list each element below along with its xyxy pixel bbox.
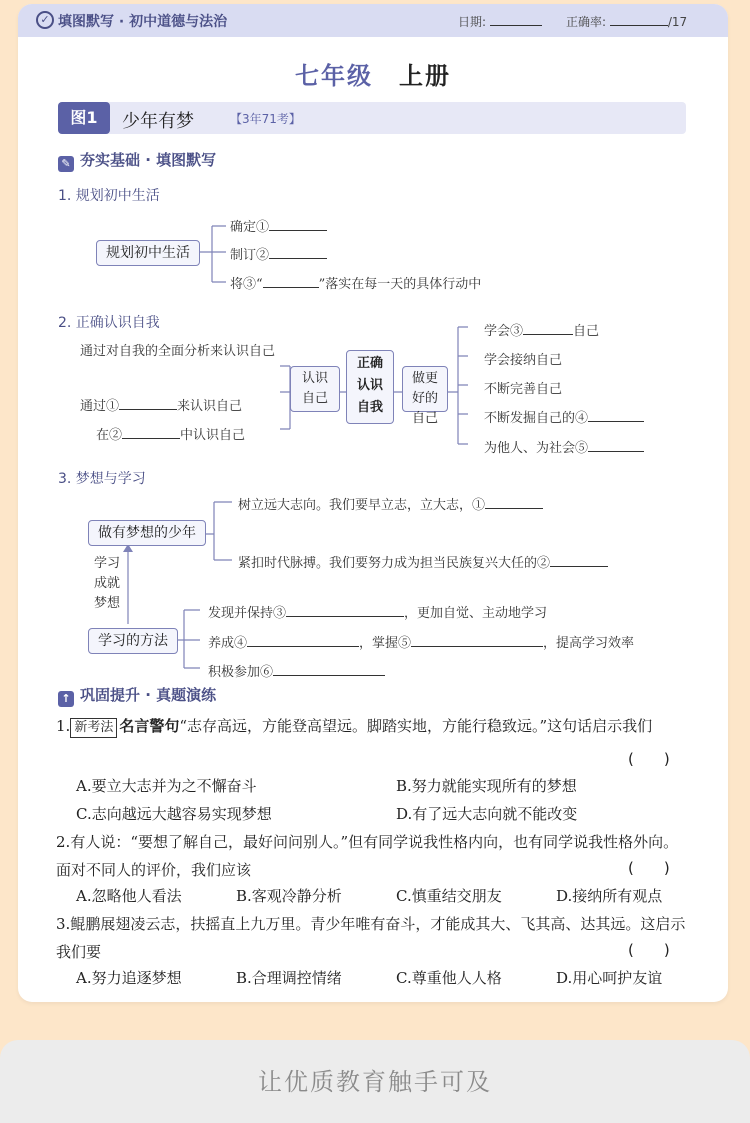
question-1-option-d[interactable]: D.有了远大志向就不能改变 <box>396 805 578 823</box>
question-3-option-b[interactable]: B.合理调控情绪 <box>236 969 342 987</box>
question-3-stem: 3.鲲鹏展翅凌云志，扶摇直上九万里。青少年唯有奋斗，才能成其大、飞其高、达其远。这启示我们要 <box>56 915 686 961</box>
figure-bar <box>58 102 686 134</box>
section-practice-heading <box>58 684 216 707</box>
accuracy-label: 正确率: <box>566 15 607 29</box>
topic1-item-3: 将③“ ”落实在每一天的具体行动中 <box>230 277 482 292</box>
header-bar <box>18 4 728 37</box>
date-label: 日期: <box>458 15 487 29</box>
topic2-left-1: 通过对自我的全面分析来认识自己 <box>80 344 276 359</box>
quote-tag: 名言警句 <box>119 717 180 735</box>
question-1-option-c[interactable]: C.志向越远大越容易实现梦想 <box>76 805 272 823</box>
brand-title: 填图默写 · 初中道德与法治 <box>58 14 228 30</box>
method-item-2: 养成④ ，掌握⑤ ，提高学习效率 <box>208 636 635 651</box>
footer-banner <box>0 1040 750 1123</box>
topic2-left-2: 通过① 来认识自己 <box>80 399 243 414</box>
question-1-answer-paren[interactable]: ( ) <box>628 750 670 768</box>
topic1-center-box: 规划初中生活 <box>96 240 200 266</box>
recognize-self-box: 认识自己 <box>290 366 340 412</box>
question-2-option-b[interactable]: B.客观冷静分析 <box>236 887 342 905</box>
topic2-right-3: 不断完善自己 <box>484 382 563 397</box>
up-arrow-icon: ↑ <box>58 691 74 707</box>
new-exam-tag: 新考法 <box>70 718 117 738</box>
volume-title: 上册 <box>399 62 451 90</box>
topic2-right-1: 学会③ 自己 <box>484 324 600 339</box>
topic1-item-2: 制订② <box>230 244 327 263</box>
topic3-title: 3. 梦想与学习 <box>58 471 146 487</box>
question-2-stem: 2.有人说：“要想了解自己，最好问问别人。”但有同学说我性格内向，也有同学说我性格外向。面对不同人的评价，我们应该 <box>56 833 679 879</box>
accuracy-blank <box>610 14 668 26</box>
pencil-icon: ✎ <box>58 156 74 172</box>
topic2-right-4: 不断发掘自己的④ <box>484 407 644 426</box>
topic2-left-3: 在② 中认识自己 <box>96 428 246 443</box>
dream-item-2: 紧扣时代脉搏。我们要努力成为担当民族复兴大任的② <box>238 552 608 571</box>
question-1-option-b[interactable]: B.努力就能实现所有的梦想 <box>396 777 577 795</box>
accuracy-field <box>566 13 687 30</box>
section-practice-label: 巩固提升 · 真题演练 <box>80 686 217 704</box>
question-2-answer-paren[interactable]: ( ) <box>628 859 670 877</box>
topic2-right-2: 学会接纳自己 <box>484 353 563 368</box>
question-3-answer-paren[interactable]: ( ) <box>628 941 670 959</box>
topic2-title: 2. 正确认识自我 <box>58 315 160 331</box>
exam-note: 【3年71考】 <box>230 112 301 126</box>
footer-slogan: 让优质教育触手可及 <box>258 1068 492 1096</box>
question-1-option-a[interactable]: A.要立大志并为之不懈奋斗 <box>76 777 257 795</box>
dream-item-1: 树立远大志向。我们要早立志，立大志，① <box>238 494 543 513</box>
date-field <box>458 13 542 30</box>
question-2-option-c[interactable]: C.慎重结交朋友 <box>396 887 502 905</box>
method-box: 学习的方法 <box>88 628 178 654</box>
question-3-option-a[interactable]: A.努力追逐梦想 <box>76 969 182 987</box>
method-item-3: 积极参加⑥ <box>208 661 385 680</box>
figure-name: 少年有梦 <box>122 111 194 132</box>
topic2-right-5: 为他人、为社会⑤ <box>484 437 644 456</box>
question-3-option-c[interactable]: C.尊重他人人格 <box>396 969 502 987</box>
question-2-option-a[interactable]: A.忽略他人看法 <box>76 887 182 905</box>
accuracy-total: /17 <box>667 15 688 29</box>
figure-tag: 图1 <box>58 102 110 134</box>
check-circle-icon: ✓ <box>36 11 54 29</box>
question-1-stem: 1. 新考法 名言警句“志存高远，方能登高望远。脚踏实地，方能行稳致远。”这句话启示我们 <box>56 712 690 740</box>
topic2-center-box: 正确认识自我 <box>346 350 394 424</box>
better-self-box: 做更好的自己 <box>402 366 448 412</box>
dream-box: 做有梦想的少年 <box>88 520 206 546</box>
method-item-1: 发现并保持③ ，更加自觉、主动地学习 <box>208 606 548 621</box>
topic1-title: 1. 规划初中生活 <box>58 188 160 204</box>
topic1-item-1: 确定① <box>230 216 327 235</box>
arrow-label: 学习成就梦想 <box>94 556 121 611</box>
question-2-option-d[interactable]: D.接纳所有观点 <box>556 887 663 905</box>
section-basic-heading <box>58 149 216 172</box>
worksheet-card <box>18 4 728 1002</box>
question-3-option-d[interactable]: D.用心呵护友谊 <box>556 969 663 987</box>
date-blank <box>490 14 542 26</box>
section-basic-label: 夯实基础 · 填图默写 <box>80 151 217 169</box>
grade-title: 七年级 <box>295 62 373 90</box>
page-title <box>18 56 728 91</box>
